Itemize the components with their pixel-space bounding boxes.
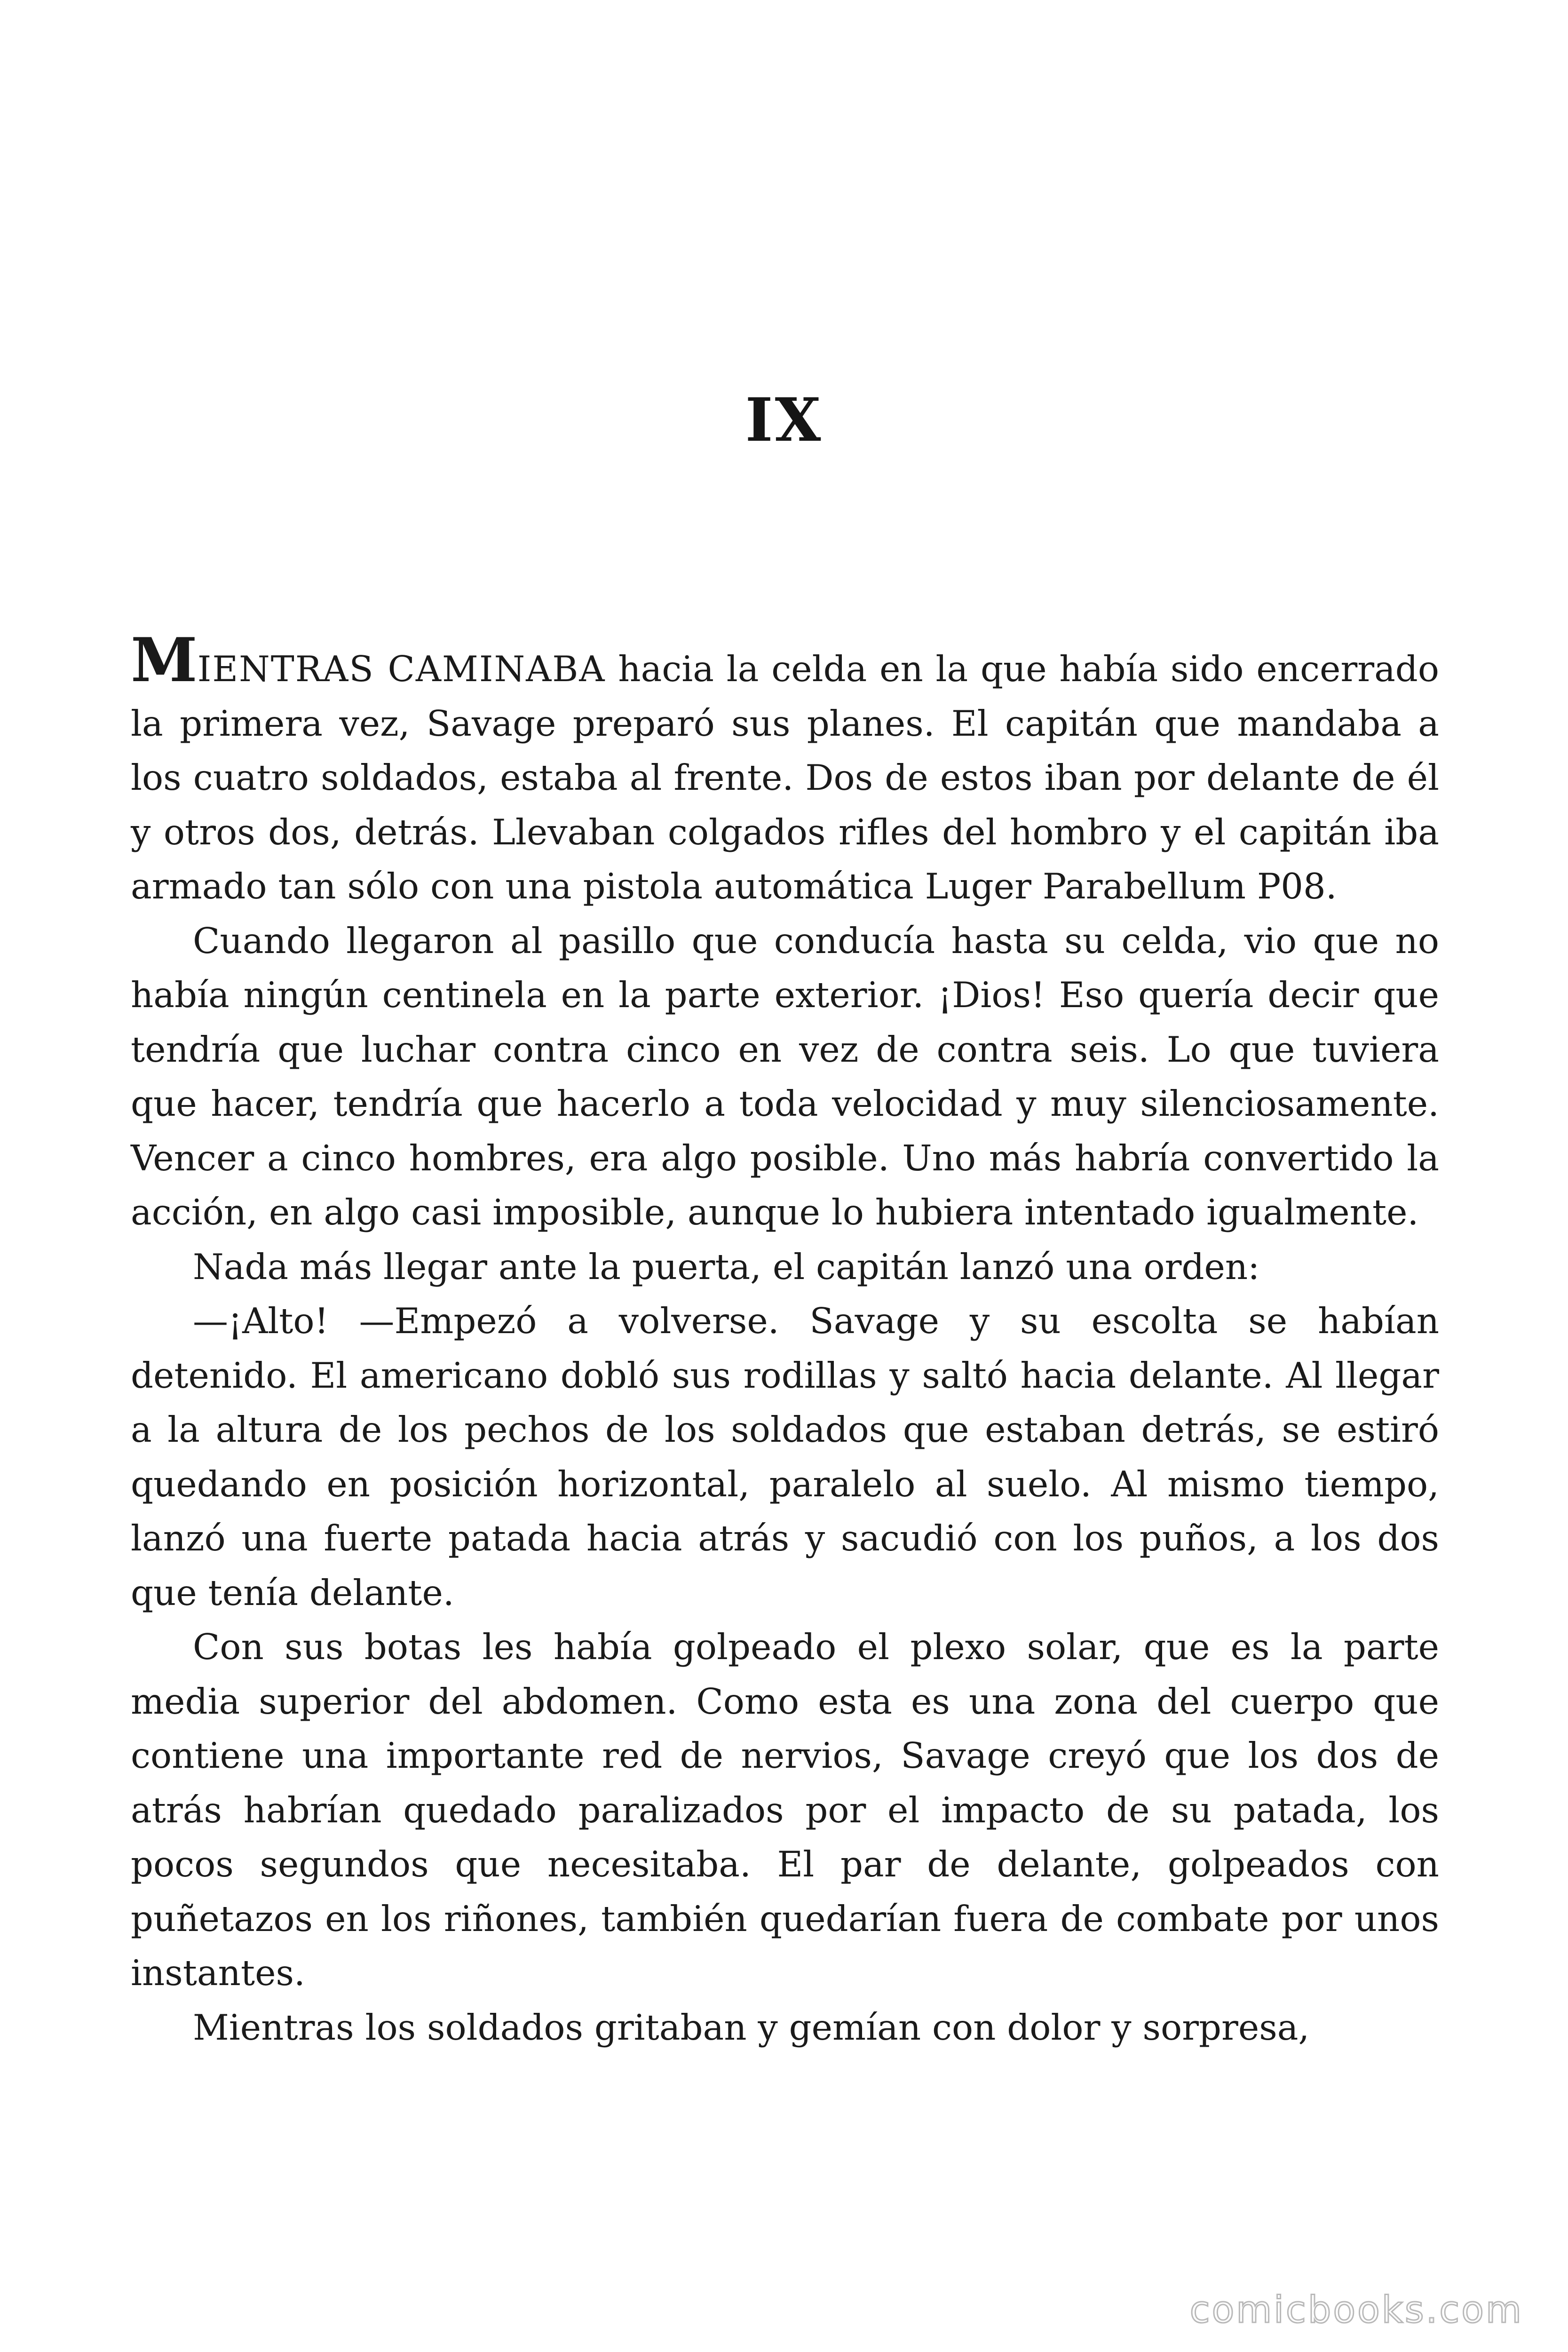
drop-cap: M (131, 625, 198, 696)
paragraph-2: Cuando llegaron al pasillo que conducía hasta su celda, vio que no había ningún centinela en la parte exterior. ¡Dios! Eso quería decir que tendría que luchar contra cinco en vez de contra seis. Lo que tuviera que hacer, tendría que hacerlo a toda velocidad y muy silenciosamente. Vencer a cinco hombres, era algo posible. Uno más habría convertido la acción, en algo casi imposible, aunque lo hubiera intentado igualmente. (131, 920, 1439, 1233)
paragraph-1-text: hacia la celda en la que había sido encerrado la primera vez, Savage preparó sus planes. El capitán que mandaba a los cuatro soldados, estaba al frente. Dos de estos iban por delante de él y otros dos, detrás. Llevaban colgados rifles del hombro y el capitán iba armado tan sólo con una pistola automática Luger Parabellum P08. (131, 648, 1439, 907)
paragraph-3: Nada más llegar ante la puerta, el capitán lanzó una orden: (193, 1246, 1260, 1287)
paragraph-6: Mientras los soldados gritaban y gemían con dolor y sorpresa, (193, 2006, 1310, 2048)
opening-small-caps: IENTRAS CAMINABA (197, 648, 606, 690)
chapter-title: IX (745, 385, 823, 455)
chapter-body (131, 625, 1439, 2055)
paragraph-1 (131, 625, 1439, 914)
paragraph-5: Con sus botas les había golpeado el plexo solar, que es la parte media superior del abdomen. Como esta es una zona del cuerpo que contiene una importante red de nervios, Savage creyó que los dos de atrás habrían quedado paralizados por el impacto de su patada, los pocos segundos que necesitaba. El par de delante, golpeados con puñetazos en los riñones, también quedarían fuera de combate por unos instantes. (131, 1626, 1439, 1994)
paragraph-4: —¡Alto! —Empezó a volverse. Savage y su escolta se habían detenido. El americano dobló sus rodillas y saltó hacia delante. Al llegar a la altura de los pechos de los soldados que estaban detrás, se estiró quedando en posición horizontal, paralelo al suelo. Al mismo tiempo, lanzó una fuerte patada hacia atrás y sacudió con los puños, a los dos que tenía delante. (131, 1300, 1439, 1613)
watermark: comicbooks.com (1189, 2289, 1523, 2331)
